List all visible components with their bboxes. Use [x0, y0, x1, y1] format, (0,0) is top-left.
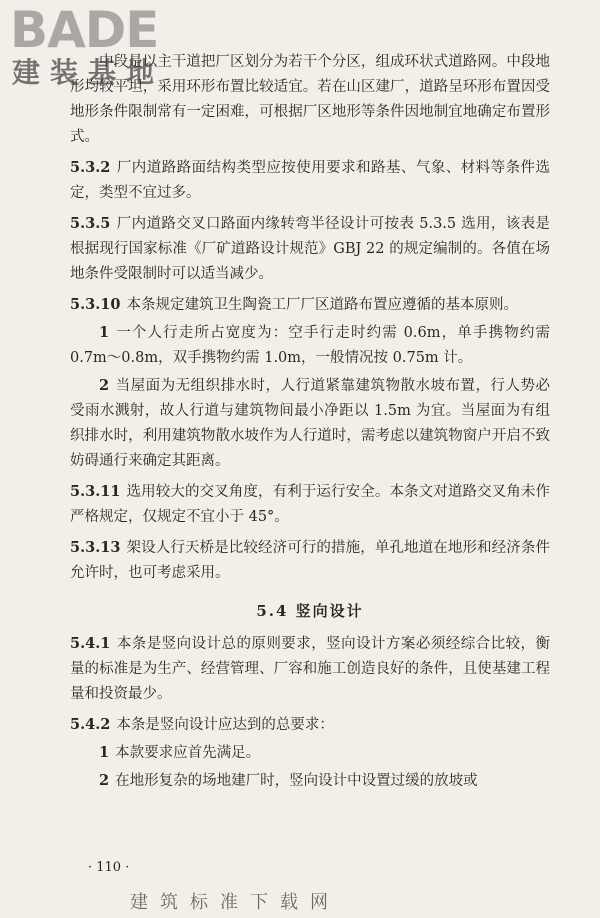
- list-item: [70, 740, 550, 766]
- clause-text: 本条是竖向设计总的原则要求，竖向设计方案必须经综合比较，衡量的标准是为生产、经营管理、厂容和施工创造良好的条件，且使基建工程量和投资最少。: [70, 636, 550, 702]
- item-text: 本款要求应首先满足。: [115, 745, 261, 761]
- clause-number: 5.3.13: [70, 539, 121, 556]
- clause-text: 选用较大的交叉角度，有利于运行安全。本条文对道路交叉角未作严格规定，仅规定不宜小于 45°。: [70, 484, 550, 525]
- page-number: · 110 ·: [88, 860, 130, 875]
- item-text: 一个人行走所占宽度为：空手行走时约需 0.6m，单手携物约需 0.7m～0.8m，双手携物约需 1.0m，一般情况按 0.75m 计。: [70, 325, 550, 366]
- item-number: 1: [99, 744, 110, 761]
- clauses-group-a: [70, 155, 550, 318]
- clause-text: 厂内道路路面结构类型应按使用要求和路基、气象、材料等条件选定，类型不宜过多。: [70, 160, 550, 201]
- items-group-b: [70, 740, 550, 794]
- clause-number: 5.3.10: [70, 296, 121, 313]
- bottom-cut-text: 建筑标准下载网: [130, 892, 340, 913]
- item-number: 2: [99, 772, 110, 789]
- clauses-group-c: [70, 631, 550, 738]
- watermark-logo: [6, 2, 186, 102]
- clause-paragraph: [70, 631, 550, 707]
- body-text: [70, 50, 550, 794]
- clause-paragraph: [70, 211, 550, 287]
- item-number: 2: [99, 377, 110, 394]
- clause-paragraph: [70, 155, 550, 206]
- item-number: 1: [99, 324, 110, 341]
- section-title: 5.4 竖向设计: [256, 602, 364, 620]
- clause-text: 本条是竖向设计应达到的总要求：: [116, 717, 334, 733]
- logo-latin-text: BADE: [10, 1, 159, 59]
- clause-text: 厂内道路交叉口路面内缘转弯半径设计可按表 5.3.5 选用，该表是根据现行国家标准《厂矿道路设计规范》GBJ 22 的规定编制的。各值在场地条件受限制时可以适当减少。: [70, 216, 550, 282]
- intro-paragraph: 中段是以主干道把厂区划分为若干个分区，组成环状式道路网。中段地形均较平坦，采用环形布置比较适宜。若在山区建厂，道路呈环形布置因受地形条件限制常有一定困难，可根据厂区地形等条件因地制宜地确定布置形式。: [70, 54, 550, 145]
- clause-number: 5.3.5: [70, 215, 111, 232]
- list-item: [70, 320, 550, 371]
- clause-paragraph: [70, 535, 550, 586]
- logo-cjk-text: 建装基地: [12, 56, 165, 89]
- clause-paragraph: [70, 292, 550, 318]
- clause-number: 5.3.2: [70, 159, 111, 176]
- item-text: 当屋面为无组织排水时，人行道紧靠建筑物散水坡布置，行人势必受雨水溅射，故人行道与建筑物间最小净距以 1.5m 为宜。当屋面为有组织排水时，利用建筑物散水坡作为人行道时，需考虑以建筑物窗户开启不致妨碍通行来确定其距离。: [70, 378, 550, 469]
- clause-number: 5.4.1: [70, 635, 111, 652]
- clause-text: 本条规定建筑卫生陶瓷工厂厂区道路布置应遵循的基本原则。: [126, 297, 518, 313]
- clause-paragraph: [70, 479, 550, 530]
- clause-paragraph: [70, 712, 550, 738]
- clauses-group-b: [70, 479, 550, 586]
- clause-text: 架设人行天桥是比较经济可行的措施，单孔地道在地形和经济条件允许时，也可考虑采用。: [70, 540, 550, 581]
- item-text: 在地形复杂的场地建厂时，竖向设计中设置过缓的放坡或: [115, 773, 478, 789]
- clause-number: 5.4.2: [70, 716, 111, 733]
- clause-number: 5.3.11: [70, 483, 121, 500]
- list-item: [70, 768, 550, 794]
- list-item: [70, 373, 550, 474]
- items-group-a: [70, 320, 550, 474]
